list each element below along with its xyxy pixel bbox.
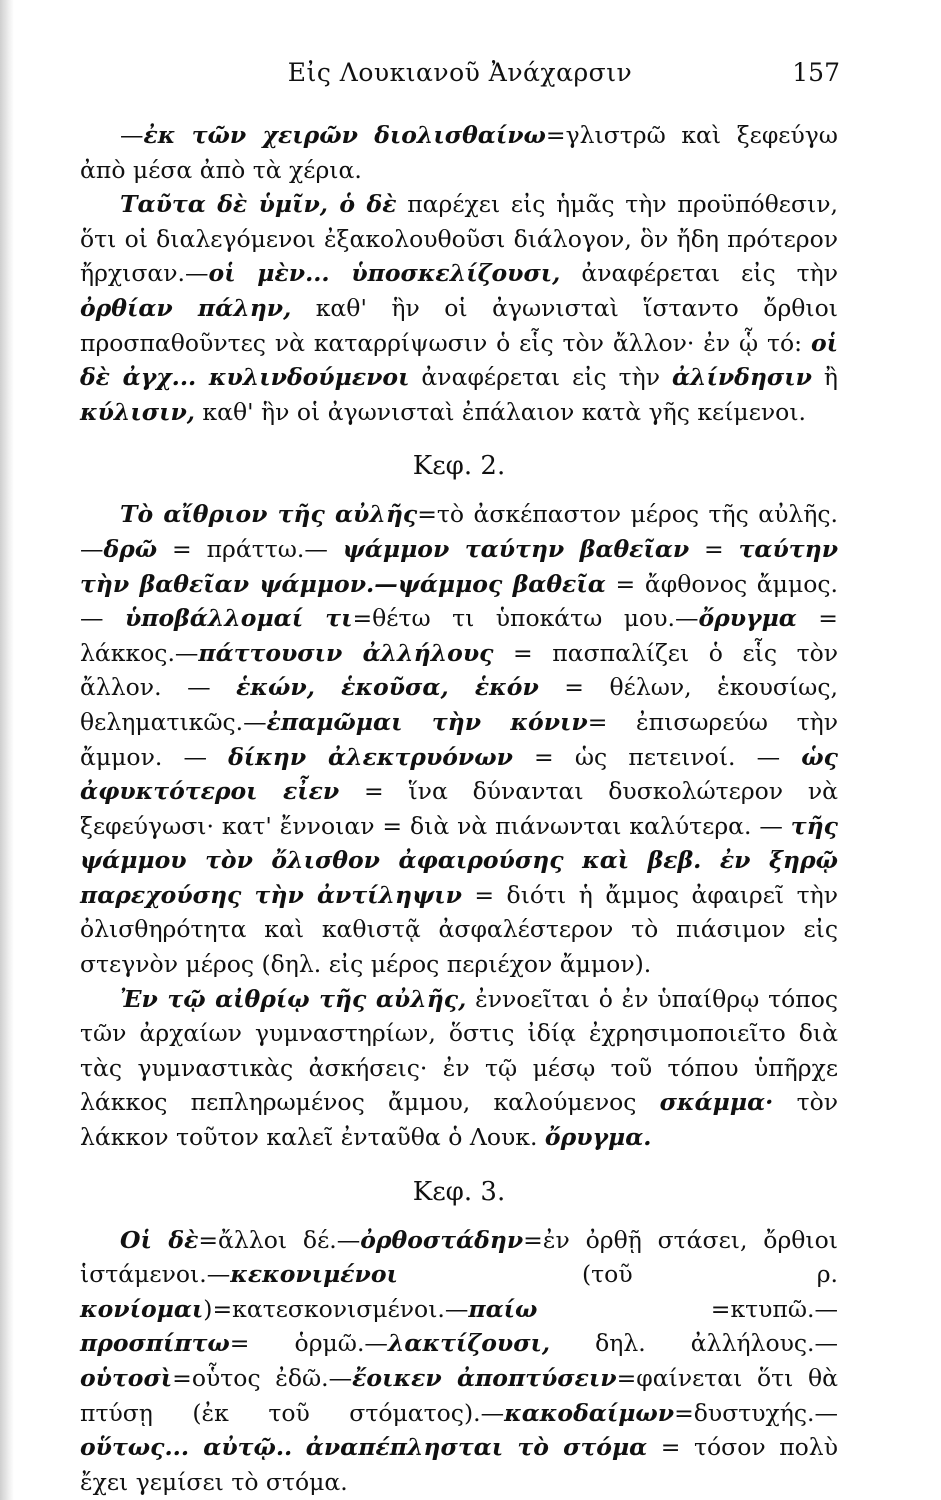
lemma: κύλισιν, [80,397,195,426]
lemma: προσπίπτω [80,1329,230,1358]
lemma: κεκονιμένοι [230,1260,398,1289]
lemma: οἱ μὲν... ὑποσκελίζουσι, [208,259,561,288]
lemma: ὡς ἀφυκτότεροι εἶεν [80,742,838,806]
lemma: οἱ δὲ ἀγχ... κυλινδούμενοι [80,328,838,392]
page-header [80,58,840,94]
lemma: ὑποβάλλομαί τι [124,604,353,633]
lemma: Οἱ δὲ [120,1225,199,1254]
lemma: ὄρυγμα [698,604,797,633]
lemma: ὀρθίαν πάλην, [80,293,292,322]
lemma: τῆς ψάμμου τὸν ὄλισθον ἀφαιρούσης καὶ βεβ. ἐν ξηρῷ παρεχούσης τὴν ἀντίληψιν [80,811,838,909]
lemma: ἔοικεν ἀποπτύσειν [352,1364,617,1392]
page-number: 157 [792,58,840,87]
lemma: οὕτως... αὐτῷ.. [80,1433,293,1462]
paragraph-5: Οἱ δὲ=ἄλλοι δέ.—ὀρθοστάδην=ἐν ὀρθῇ στάσει, ὄρθιοι ἱστάμενοι.—κεκονιμένοι (τοῦ ρ. κονίομαι)=κατεσκονισμένοι.—παίω =κτυπῶ.—προσπίπτω= ὁρμῶ.—λακτίζουσι, δηλ. ἀλλήλους.—οὑτοσὶ=οὗτος ἐδῶ.—ἔοικεν ἀποπτύσειν=φαίνεται ὅτι θὰ πτύσῃ (ἐκ τοῦ στόματος).—κακοδαίμων=δυστυχής.—οὕτως... αὐτῷ.. ἀναπέπλησται τὸ στόμα = τόσον πολὺ ἔχει γεμίσει τὸ στόμα. [80,1225,839,1496]
paragraph-1: —ἐκ τῶν χειρῶν διολισθαίνω=γλιστρῶ καὶ ξεφεύγω ἀπὸ μέσα ἀπὸ τὰ χέρια. [80,121,838,184]
lemma: Ταῦτα δὲ ὑμῖν, ὁ δὲ [120,190,397,219]
lemma: πάττουσιν ἀλλήλους [198,638,494,667]
chapter-heading-3: Κεφ. 3. [412,1176,506,1207]
lemma: παίω [468,1294,538,1323]
paragraph-4: Ἐν τῷ αἰθρίῳ τῆς αὐλῆς, ἐννοεῖται ὁ ἐν ὑπαίθρῳ τόπος τῶν ἀρχαίων γυμναστηρίων, ὅστις ἰδίᾳ ἐχρησιμοποιεῖτο διὰ τὰς γυμναστικὰς ἀσκήσεις· ἐν τῷ μέσῳ τοῦ τόπου ὑπῆρχε λάκκος πεπληρωμένος ἄμμου, καλούμενος σκάμμα· τὸν λάκκον τοῦτον καλεῖ ἐνταῦθα ὁ Λουκ. ὄρυγμα. [80,984,838,1152]
lemma: ὄρυγμα. [544,1123,652,1152]
lemma: λακτίζουσι, [387,1329,551,1358]
paragraph-3: Τὸ αἴθριον τῆς αὐλῆς=τὸ ἀσκέπαστον μέρος τῆς αὐλῆς.—δρῶ = πράττω.— ψάμμον ταύτην βαθεῖαν = ταύτην τὴν βαθεῖαν ψάμμον.—ψάμμος βαθεῖα = ἄφθονος ἄμμος.— ὑποβάλλομαί τι=θέτω τι ὑποκάτω μου.—ὄρυγμα = λάκκος.—πάττουσιν ἀλλήλους = πασπαλίζει ὁ εἷς τὸν ἄλλον. — ἑκών, ἑκοῦσα, ἑκόν = θέλων, ἑκουσίως, θεληματικῶς.—ἐπαμῶμαι τὴν κόνιν= ἐπισωρεύω τὴν ἄμμον. — δίκην ἀλεκτρυόνων = ὡς πετεινοί. — ὡς ἀφυκτότεροι εἶεν = ἵνα δύνανται δυσκολώτερον νὰ ξεφεύγωσι· κατ' ἔννοιαν = διὰ νὰ πιάνωνται καλύτερα. — τῆς ψάμμου τὸν ὄλισθον ἀφαιρούσης καὶ βεβ. ἐν ξηρῷ παρεχούσης τὴν ἀντίληψιν = διότι ἡ ἄμμος ἀφαιρεῖ τὴν ὀλισθηρότητα καὶ καθιστᾷ ἀσφαλέστερον τὸ πιάσιμον εἰς στεγνὸν μέρος (δηλ. εἰς μέρος περιέχον ἄμμον). [80,500,839,979]
page-binding-edge [0,0,14,1500]
lemma: οὑτοσὶ [80,1364,173,1392]
lemma: ὀρθοστάδην [360,1225,524,1254]
lemma: ἀναπέπλησται τὸ στόμα [305,1433,648,1462]
lemma: ἀλίνδησιν [671,363,812,392]
chapter-heading-2: Κεφ. 2. [412,451,506,482]
running-title: Εἰς Λουκιανοῦ Ἀνάχαρσιν [287,58,633,87]
lemma: δίκην ἀλεκτρυόνων [228,742,513,771]
lemma: ἐκ τῶν χειρῶν διολισθαίνω [143,121,546,149]
lemma: σκάμμα· [659,1088,774,1117]
lemma: Ἐν τῷ αἰθρίῳ τῆς αὐλῆς, [120,984,467,1013]
paragraph-2: Ταῦτα δὲ ὑμῖν, ὁ δὲ παρέχει εἰς ἡμᾶς τὴν προϋπόθεσιν, ὅτι οἱ διαλεγόμενοι ἐξακολουθοῦσι διάλογον, ὃν ἤδη πρότερον ἤρχισαν.—οἱ μὲν... ὑποσκελίζουσι, ἀναφέρεται εἰς τὴν ὀρθίαν πάλην, καθ' ἣν οἱ ἀγωνισταὶ ἵσταντο ὄρθιοι προσπαθοῦντες νὰ καταρρίψωσιν ὁ εἷς τὸν ἄλλον· ἐν ᾧ τό: οἱ δὲ ἀγχ... κυλινδούμενοι ἀναφέρεται εἰς τὴν ἀλίνδησιν ἢ κύλισιν, καθ' ἣν οἱ ἀγωνισταὶ ἐπάλαιον κατὰ γῆς κείμενοι. [80,190,838,426]
lemma: κονίομαι [80,1294,204,1323]
lemma: κακοδαίμων [504,1398,675,1427]
lemma: ψάμμον ταύτην βαθεῖαν [342,534,690,563]
lemma: δρῶ [103,534,158,563]
lemma: ἑκών, ἑκοῦσα, ἑκόν [236,673,539,702]
lemma: ταύτην τὴν βαθεῖαν ψάμμον.—ψάμμος βαθεῖα [80,534,838,598]
lemma: Τὸ αἴθριον τῆς αὐλῆς [120,500,418,529]
commentary-text [80,118,838,1499]
lemma: ἐπαμῶμαι τὴν κόνιν [266,707,588,736]
